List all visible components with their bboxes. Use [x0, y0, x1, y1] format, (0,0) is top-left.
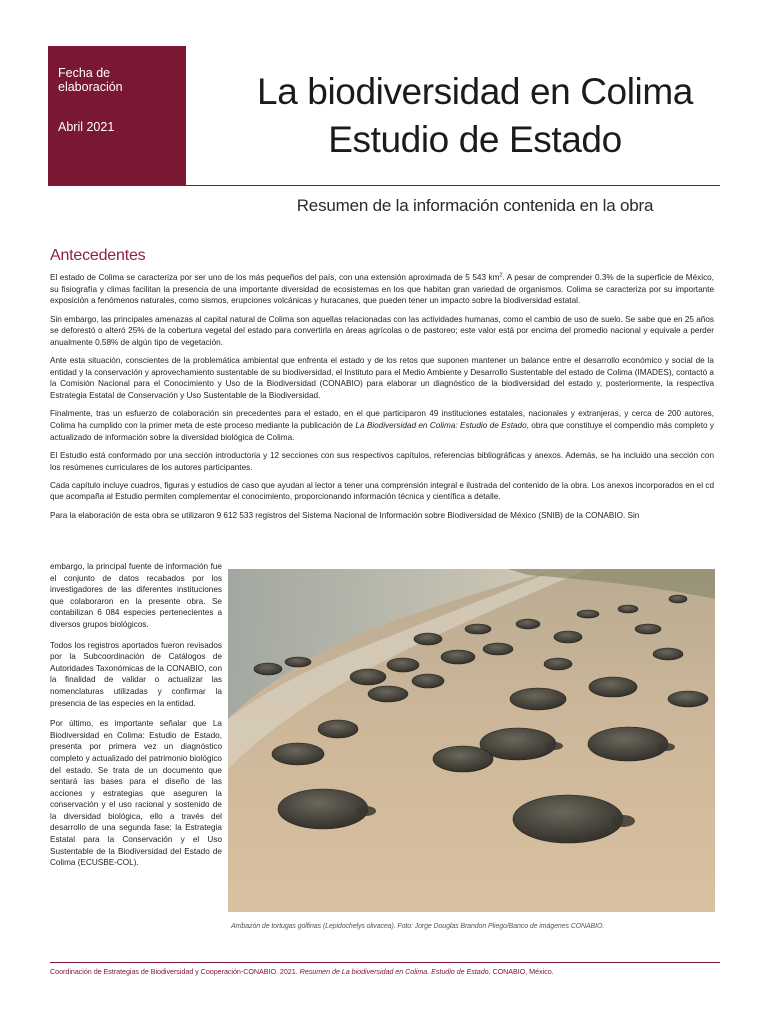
book-title-italic: La Biodiversidad en Colima: Estudio de Estado [355, 420, 527, 430]
title-divider [186, 185, 720, 186]
footer-text-b: . CONABIO, México. [488, 967, 554, 976]
paragraph-6: Cada capítulo incluye cuadros, figuras y estudios de caso que ayudan al lector a tener una comprensión integral e ilustrada del contenido de la obra. Los anexos incorporados en el cd que acompaña al Estudio permiten complementar el conocimiento, proporcionando información técnica y científica a detalle. [50, 480, 714, 502]
caption-text-b: ). Foto: Jorge Douglas Brandon Pliego/Banco de imágenes CONABIO. [391, 923, 605, 930]
date-box [48, 46, 186, 186]
section-heading: Antecedentes [50, 247, 146, 264]
caption-species: Lepidochelys olivacea [325, 923, 392, 930]
paragraph-1-text-b: . A pesar de comprender 0.3% de la superficie de México, su fisiografía y climas facilitan la presencia de una importante diversidad de ecosistemas en los que habitan gran variedad de organismos. Colima se caracteriza por su importante exposición a fenómenos naturales, como sismos, erupciones volcánicas y huracanes, que pueden tener un impacto sobre la biodiversidad estatal. [50, 273, 714, 306]
date-value: Abril 2021 [58, 120, 115, 134]
paragraph-9: Por último, es importante señalar que La Biodiversidad en Colima: Estudio de Estado, presenta por primera vez un diagnóstico completo y actualizado del patrimonio biológico del estado. Se trata de un documento que sentará las bases para el diseño de las acciones y estrategias que aseguren la conservación y el uso racional y sostenido de la diversidad biológica, ello a través del desarrollo de una segunda fase: la Estrategia Estatal para la Conservación y el Uso Sustentable de la Biodiversidad del Estado de Colima (ECUSBE-COL). [50, 719, 222, 868]
footer-text-a: Coordinación de Estrategias de Biodiversidad y Cooperación-CONABIO. 2021. [50, 967, 300, 976]
body-text [50, 272, 714, 521]
paragraph-7-cont: embargo, la principal fuente de información fue el conjunto de datos recabados por los investigadores de las diferentes instituciones que colaboraron en la presente obra. Se contabilizan 6 084 especies pertenecientes a diversos grupos biológicos. [50, 562, 222, 629]
caption-text-a: Arribazón de tortugas golfinas ( [231, 923, 326, 930]
photo-caption [231, 923, 711, 930]
paragraph-4-text-b: , obra que constituye el compendio más completo y actualizado de información sobre la diversidad biológica de Colima. [50, 420, 715, 442]
page-title [200, 68, 750, 164]
paragraph-8: Todos los registros aportados fueron revisados por la Subcoordinación de Catálogos de Autoridades Taxonómicas de la CONABIO, con la finalidad de validar o actualizar las nomenclaturas utilizadas y confirmar la presencia de las especies en la entidad. [50, 640, 222, 708]
title-line-1: La biodiversidad en Colima [257, 71, 693, 112]
footer-italic: Resumen de La biodiversidad en Colima. Estudio de Estado [299, 967, 489, 976]
turtle-beach-photo [228, 569, 715, 912]
paragraph-1 [50, 272, 714, 307]
column-text [50, 561, 222, 878]
page-subtitle: Resumen de la información contenida en la obra [296, 196, 654, 215]
paragraph-4-text-a: Finalmente, tras un esfuerzo de colaboración sin precedentes para el estado, en el que participaron 49 instituciones estatales, nacionales y extranjeras, y cerca de 200 autores, Colima ha cumplido con la primer meta de este proceso mediante la publicación de [50, 409, 714, 430]
paragraph-7-lead: Para la elaboración de esta obra se utilizaron 9 612 533 registros del Sistema Nacional de Información sobre Biodiversidad de México (SNIB) de la CONABIO. Sin [50, 510, 640, 520]
date-label: Fecha de elaboración [58, 66, 123, 94]
title-line-2: Estudio de Estado [328, 119, 622, 160]
footer-divider [50, 962, 720, 963]
photo-illustration [228, 569, 715, 912]
paragraph-5: El Estudio está conformado por una sección introductoria y 12 secciones con sus respectivos capítulos, referencias bibliográficas y anexos. Además, se ha incluido una sección con los resúmenes curriculares de los autores participantes. [50, 450, 714, 472]
paragraph-1-text-a: El estado de Colima se caracteriza por ser uno de los más pequeños del país, con una extensión aproximada de 5 543 km [50, 273, 500, 282]
paragraph-4 [50, 408, 714, 443]
paragraph-3: Ante esta situación, conscientes de la problemática ambiental que enfrenta el estado y de los retos que suponen mantener un balance entre el desarrollo económico y social de la entidad y la conservación y aprovechamiento sustentable de su biodiversidad, el Instituto para el Medio Ambiente y Desarrollo Sustentable del estado de Colima (IMADES), contactó a la Comisión Nacional para el Conocimiento y Uso de la Biodiversidad (CONABIO) para elaborar un diagnóstico de la biodiversidad del estado y, posteriormente, la respectiva Estrategia Estatal de Conservación y Uso Sustentable de la Biodiversidad. [50, 356, 714, 400]
superscript: 2 [499, 272, 503, 279]
footer-citation [50, 967, 720, 976]
paragraph-2: Sin embargo, las principales amenazas al capital natural de Colima son aquellas relacionadas con las actividades humanas, como el cambio de uso de suelo. Se sabe que en 25 años se deforestó o alteró 25% de la cobertura vegetal del estado para convertirla en áreas agrícolas o de pastoreo; este valor está por encima del promedio nacional y equivale a perder anualmente 0.58% de algún tipo de vegetación. [50, 314, 714, 347]
